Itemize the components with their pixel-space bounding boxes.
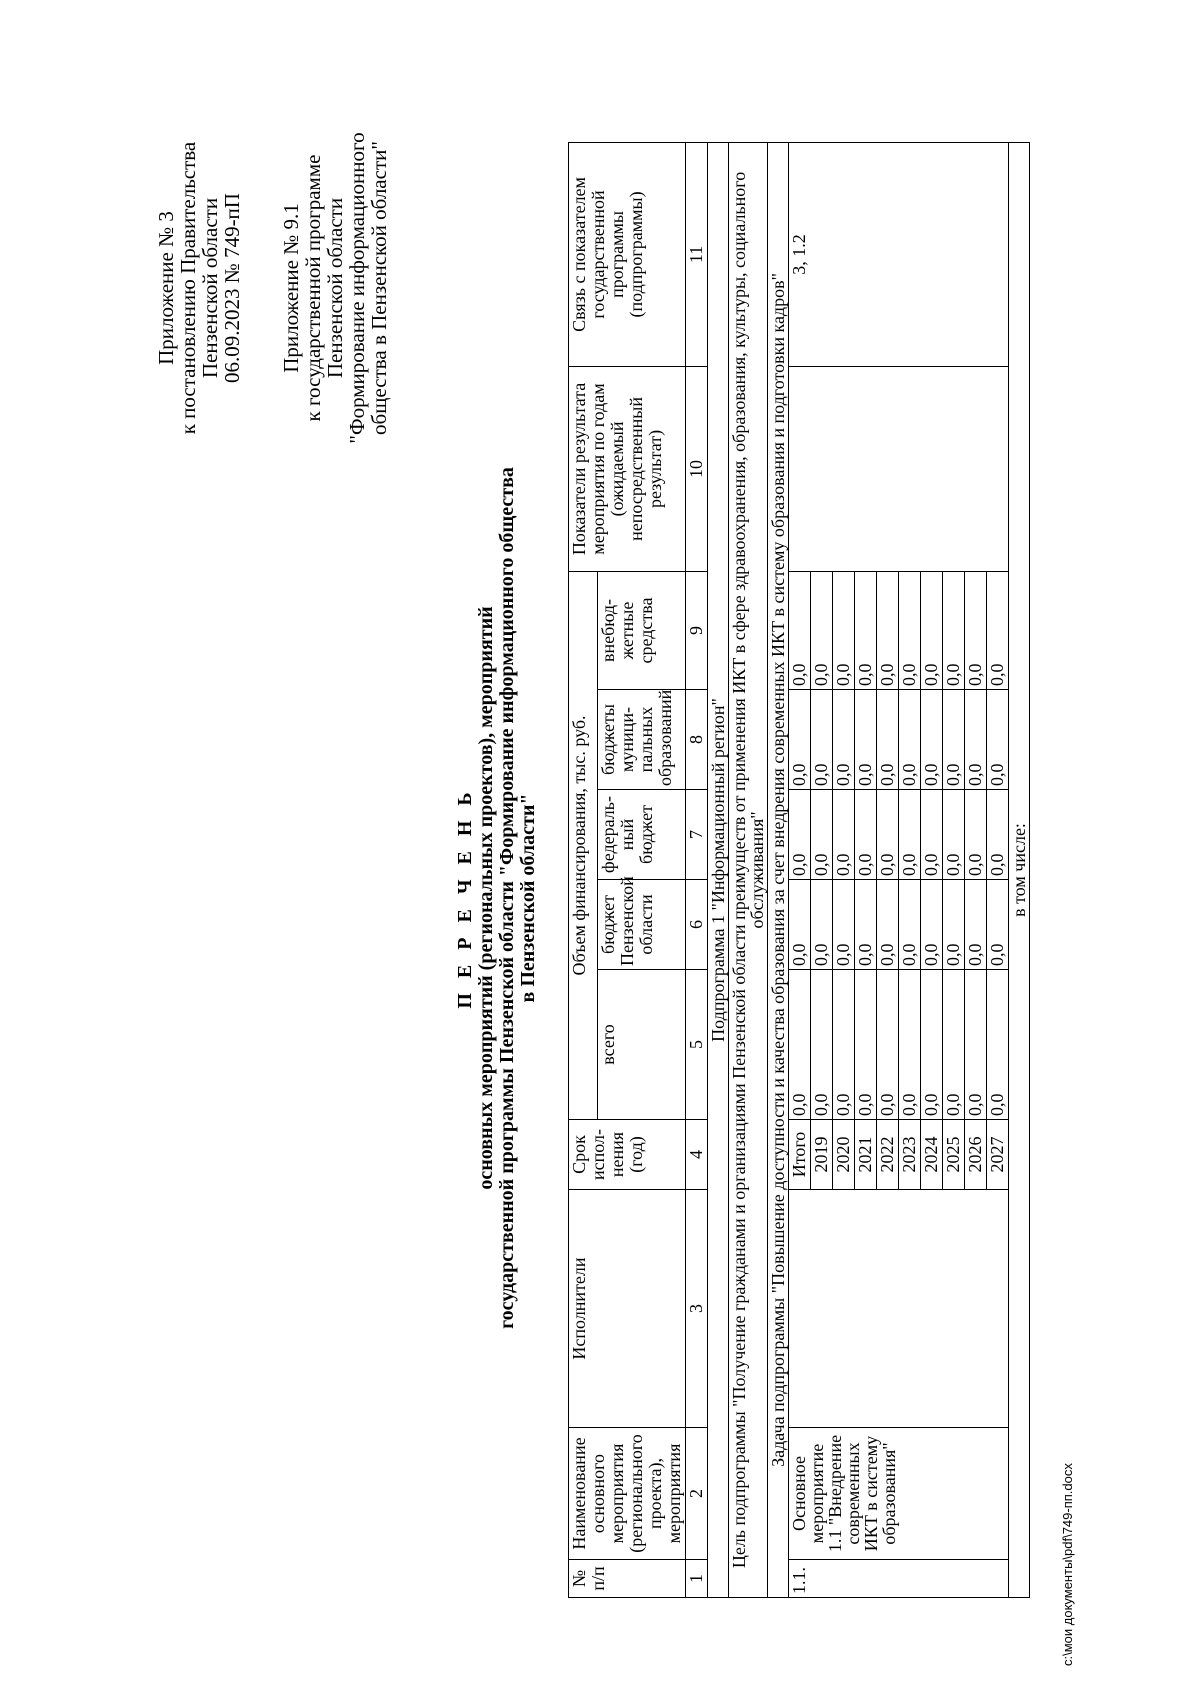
col-number: 7 bbox=[686, 790, 708, 880]
cell-extra: 0,0 bbox=[943, 571, 965, 689]
cell-federal: 0,0 bbox=[811, 790, 833, 880]
item-number: 1.1. bbox=[789, 1560, 1009, 1598]
header-funding: Объем финансирования, тыс. руб. bbox=[569, 571, 598, 1119]
cell-federal: 0,0 bbox=[833, 790, 855, 880]
row-year: 2027 bbox=[987, 1120, 1009, 1190]
rotated-page bbox=[0, 98, 1120, 1698]
cell-regional: 0,0 bbox=[943, 880, 965, 970]
cell-extra: 0,0 bbox=[833, 571, 855, 689]
col-number: 5 bbox=[686, 970, 708, 1120]
in-that-number-row bbox=[1009, 142, 1030, 1597]
annex2-line: Пензенской области bbox=[323, 197, 347, 379]
cell-total: 0,0 bbox=[921, 970, 943, 1120]
cell-federal: 0,0 bbox=[855, 790, 877, 880]
cell-total: 0,0 bbox=[855, 970, 877, 1120]
row-year: 2023 bbox=[899, 1120, 921, 1190]
annex1-line: Приложение № 3 bbox=[154, 211, 178, 365]
cell-total: 0,0 bbox=[899, 970, 921, 1120]
row-year: 2019 bbox=[811, 1120, 833, 1190]
annex2-line: Приложение № 9.1 bbox=[279, 203, 303, 373]
col-number: 8 bbox=[686, 690, 708, 790]
subprogram-task: Задача подпрограммы "Повышение доступности и качества образования за счет внедрения современных ИКТ в систему образования и подготовки кадров" bbox=[768, 142, 789, 1597]
header-regional: бюджет Пензенской области bbox=[598, 880, 686, 970]
title-line: основных мероприятий (региональных проектов), мероприятий bbox=[475, 606, 497, 1190]
col-number: 6 bbox=[686, 880, 708, 970]
header-term: Срок испол- нения (год) bbox=[569, 1120, 686, 1190]
header-extra: внебюд- жетные средства bbox=[598, 571, 686, 689]
cell-regional: 0,0 bbox=[789, 880, 811, 970]
cell-regional: 0,0 bbox=[965, 880, 987, 970]
cell-federal: 0,0 bbox=[921, 790, 943, 880]
cell-regional: 0,0 bbox=[899, 880, 921, 970]
cell-municipal: 0,0 bbox=[987, 690, 1009, 790]
task-row bbox=[768, 142, 789, 1597]
cell-federal: 0,0 bbox=[965, 790, 987, 880]
header-municipal: бюджеты муници- пальных образований bbox=[598, 690, 686, 790]
header-indicators: Показатели результата мероприятия по годам (ожидаемый непосредственный результат) bbox=[569, 366, 686, 571]
cell-regional: 0,0 bbox=[987, 880, 1009, 970]
col-number: 10 bbox=[686, 366, 708, 571]
header-name: Наименование основного мероприятия (регионального проекта), мероприятия bbox=[569, 1428, 686, 1560]
item-executors bbox=[789, 1190, 1009, 1428]
item-indicators bbox=[789, 366, 1009, 571]
header-total: всего bbox=[598, 970, 686, 1120]
cell-total: 0,0 bbox=[789, 970, 811, 1120]
table-row bbox=[789, 142, 811, 1597]
cell-municipal: 0,0 bbox=[877, 690, 899, 790]
cell-regional: 0,0 bbox=[877, 880, 899, 970]
item-name: Основное мероприятие 1.1 "Внедрение современных ИКТ в систему образования" bbox=[789, 1428, 1009, 1560]
title-line: государственной программы Пензенской области "Формирование информационного общества bbox=[496, 467, 518, 1329]
cell-total: 0,0 bbox=[811, 970, 833, 1120]
row-year: 2020 bbox=[833, 1120, 855, 1190]
cell-municipal: 0,0 bbox=[833, 690, 855, 790]
cell-municipal: 0,0 bbox=[965, 690, 987, 790]
cell-municipal: 0,0 bbox=[811, 690, 833, 790]
cell-extra: 0,0 bbox=[921, 571, 943, 689]
header-num: № п/п bbox=[569, 1560, 686, 1598]
header-link: Связь с показателем государственной программы (подпрограммы) bbox=[569, 142, 686, 366]
annex-block-1 bbox=[155, 128, 243, 448]
cell-federal: 0,0 bbox=[789, 790, 811, 880]
cell-extra: 0,0 bbox=[789, 571, 811, 689]
in-that-number-label: в том числе: bbox=[1009, 142, 1030, 1597]
cell-regional: 0,0 bbox=[811, 880, 833, 970]
cell-municipal: 0,0 bbox=[943, 690, 965, 790]
annex1-line: к постановлению Правительства bbox=[176, 141, 200, 435]
cell-extra: 0,0 bbox=[965, 571, 987, 689]
cell-federal: 0,0 bbox=[943, 790, 965, 880]
item-link: 3, 1.2 bbox=[789, 142, 1009, 366]
row-year: 2026 bbox=[965, 1120, 987, 1190]
col-number: 2 bbox=[686, 1428, 708, 1560]
cell-federal: 0,0 bbox=[899, 790, 921, 880]
column-numbers-row bbox=[686, 142, 708, 1597]
col-number: 11 bbox=[686, 142, 708, 366]
row-year: 2022 bbox=[877, 1120, 899, 1190]
annex2-line: "Формирование информационного bbox=[345, 132, 369, 444]
subprogram-goal: Цель подпрограммы "Получение гражданами и организациями Пензенской области преимуществ от применения ИКТ в сфере здравоохранения, образования, культуры, социального обслуживания" bbox=[729, 142, 768, 1597]
cell-municipal: 0,0 bbox=[855, 690, 877, 790]
col-number: 3 bbox=[686, 1190, 708, 1428]
measures-table bbox=[568, 142, 1030, 1598]
document-title bbox=[455, 98, 539, 1698]
header-federal: федераль- ный бюджет bbox=[598, 790, 686, 880]
header-row bbox=[569, 142, 598, 1597]
cell-extra: 0,0 bbox=[877, 571, 899, 689]
cell-regional: 0,0 bbox=[855, 880, 877, 970]
title-heading: П Е Р Е Ч Е Н Ь bbox=[454, 787, 476, 1009]
row-year: Итого bbox=[789, 1120, 811, 1190]
cell-regional: 0,0 bbox=[921, 880, 943, 970]
cell-municipal: 0,0 bbox=[899, 690, 921, 790]
annex2-line: общества в Пензенской области" bbox=[367, 141, 391, 435]
title-line: в Пензенской области" bbox=[517, 793, 539, 1003]
file-path-footer: c:\мои документы\pdf\749-пп.docx bbox=[1060, 1463, 1075, 1666]
subprogram-title: Подпрограмма 1 "Информационный регион" bbox=[708, 142, 729, 1597]
row-year: 2025 bbox=[943, 1120, 965, 1190]
header-executors: Исполнители bbox=[569, 1190, 686, 1428]
row-year: 2021 bbox=[855, 1120, 877, 1190]
cell-total: 0,0 bbox=[987, 970, 1009, 1120]
cell-total: 0,0 bbox=[877, 970, 899, 1120]
cell-total: 0,0 bbox=[965, 970, 987, 1120]
annex1-line: Пензенской области bbox=[198, 197, 222, 379]
annex-block-2 bbox=[280, 128, 390, 448]
col-number: 9 bbox=[686, 571, 708, 689]
annex1-line: 06.09.2023 № 749-пП bbox=[220, 193, 244, 383]
annex2-line: к государственной программе bbox=[301, 154, 325, 422]
cell-regional: 0,0 bbox=[833, 880, 855, 970]
cell-federal: 0,0 bbox=[987, 790, 1009, 880]
cell-extra: 0,0 bbox=[855, 571, 877, 689]
cell-extra: 0,0 bbox=[987, 571, 1009, 689]
col-number: 4 bbox=[686, 1120, 708, 1190]
row-year: 2024 bbox=[921, 1120, 943, 1190]
subprogram-row bbox=[708, 142, 729, 1597]
cell-municipal: 0,0 bbox=[789, 690, 811, 790]
cell-total: 0,0 bbox=[943, 970, 965, 1120]
goal-row bbox=[729, 142, 768, 1597]
cell-extra: 0,0 bbox=[811, 571, 833, 689]
cell-extra: 0,0 bbox=[899, 571, 921, 689]
cell-total: 0,0 bbox=[833, 970, 855, 1120]
cell-federal: 0,0 bbox=[877, 790, 899, 880]
cell-municipal: 0,0 bbox=[921, 690, 943, 790]
col-number: 1 bbox=[686, 1560, 708, 1598]
